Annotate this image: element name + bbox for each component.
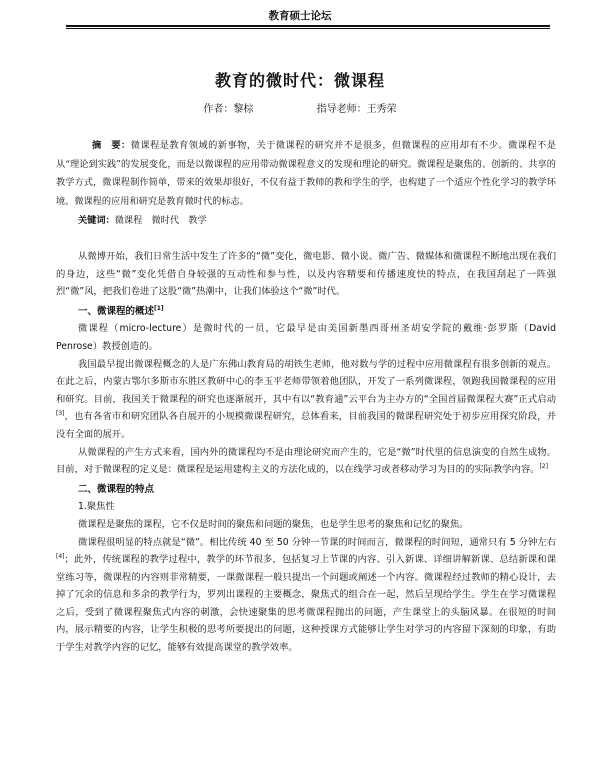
- article-body: [56, 248, 556, 657]
- citation-ref: [3]: [56, 410, 65, 418]
- paragraph-text: ；此外，传统课程的教学过程中，教学的环节很多，包括复习上节课的内容、引入新课、详细讲解新课、总结新课和课堂练习等，微课程的内容则非常精要，一课微课程一般只提出一个问题或阐述一个内容。微课程经过教师的精心设计，去掉了冗余的信息和多余的教学行为，罗列出课程的主要概念，聚焦式的组合在一起，然后呈现给学生。学生在学习微课程之后，受到了微课程聚焦式内容的刺激，会快速聚集的思考微课程抛出的问题，产生课堂上的头脑风暴。在很短的时间内，展示精要的内容，让学生积极的思考所要提出的问题，这种授课方式能够让学生对学习的内容留下深刻的印象，有助于学生对教学内容的记忆，能够有效提高课堂的教学效率。: [56, 554, 556, 654]
- paragraph-text: ，也有各省市和研究团队各自展开的小规模微课程研究，总体看来，目前我国的微课程研究处于初步应用探究阶段，并没有全面的展开。: [56, 411, 556, 440]
- author-name: 黎棕: [233, 104, 254, 115]
- section-heading-2: 二、微课程的特点: [78, 483, 155, 495]
- article-title: 教育的微时代：微课程: [214, 71, 385, 90]
- running-header: 教育硕士论坛: [268, 10, 332, 22]
- keywords-text: 微课程 微时代 教学: [114, 215, 207, 226]
- advisor-line: [317, 100, 397, 115]
- abstract: [56, 137, 556, 211]
- citation-ref: [2]: [539, 463, 548, 471]
- author-line: [203, 100, 253, 115]
- section-heading-1-text: 一、微课程的概述: [78, 305, 155, 317]
- header-rule-thin: [66, 28, 550, 29]
- paragraph: 微课程是聚焦的课程，它不仅是时间的聚焦和问题的聚焦，也是学生思考的聚焦和记忆的聚焦。: [78, 518, 469, 530]
- paragraph-text: 微课程很明显的特点就是“微”。相比传统 40 至 50 分钟一节课的时间而言，微课程的时间短，通常只有 5 分钟左右: [78, 536, 556, 548]
- subsection-heading: 1.聚焦性: [78, 501, 115, 513]
- abstract-text: 微课程是教育领域的新事物，关于微课程的研究并不是很多，但微课程的应用却有不少。微课程不是从“理论到实践”的发展变化，而是以微课程的应用带动微课程意义的发现和理论的研究。微课程是聚焦的、创新的、共享的教学方式，微课程制作简单，带来的效果却很好，不仅有益于教师的教和学生的学，也构建了一个适应个性化学习的教学环境。微课程的应用和研究是教育微时代的标志。: [56, 140, 557, 207]
- citation-ref: [4]: [56, 553, 65, 560]
- keywords-label: 关键词：: [78, 215, 115, 226]
- paragraph-text: 我国最早提出微课程概念的人是广东佛山教育局的胡铁生老师，他对数与学的过程中应用微课程有很多创新的观点。在此之后，内蒙古鄂尔多斯市东胜区教研中心的李玉平老师带领着他团队，开发了一系列微课程，领跑我国微课程的应用和研究。目前，我国关于微课程的研究也逐渐展开，其中有以“教育通”云平台为主办方的“全国首届微课程大赛”正式启动: [56, 358, 556, 405]
- citation-ref: [1]: [154, 304, 164, 312]
- advisor-label: 指导老师：: [316, 104, 367, 115]
- paragraph: [56, 444, 556, 479]
- keywords: [78, 212, 207, 226]
- paragraph: 微课程（micro-lecture）是微时代的一员，它最早是由美国新墨西哥州圣胡安学院的戴维·彭罗斯（David Penrose）教授创造的。: [56, 323, 556, 352]
- byline: [0, 100, 600, 115]
- author-label: 作者：: [203, 104, 234, 115]
- intro-paragraph: 从微博开始，我们日常生活中发生了许多的“微”变化，微电影、微小说、微广告、微媒体和微课程不断地出现在我们的身边，这些“微”变化凭借自身较强的互动性和参与性，以及内容精要和传播速度快的特点，在我国刮起了一阵强烈“微”风，把我们卷进了这股“微”热潮中，让我们体验这个“微”时代。: [56, 251, 556, 298]
- paragraph: [56, 534, 556, 657]
- abstract-label: 摘 要：: [92, 140, 131, 151]
- header-rule: [66, 25, 550, 27]
- advisor-name: 王秀荣: [366, 104, 397, 115]
- paragraph-text: 从微课程的产生方式来看，国内外的微课程均不是由理论研究而产生的，它是“微”时代里的信息演变的自然生成物。目前，对于微课程的定义是：微课程是运用建构主义的方法化成的，以在线学习或者移动学习为目的的实际教学内容。: [56, 446, 556, 476]
- section-heading-1: [78, 303, 556, 321]
- paragraph: [56, 356, 556, 444]
